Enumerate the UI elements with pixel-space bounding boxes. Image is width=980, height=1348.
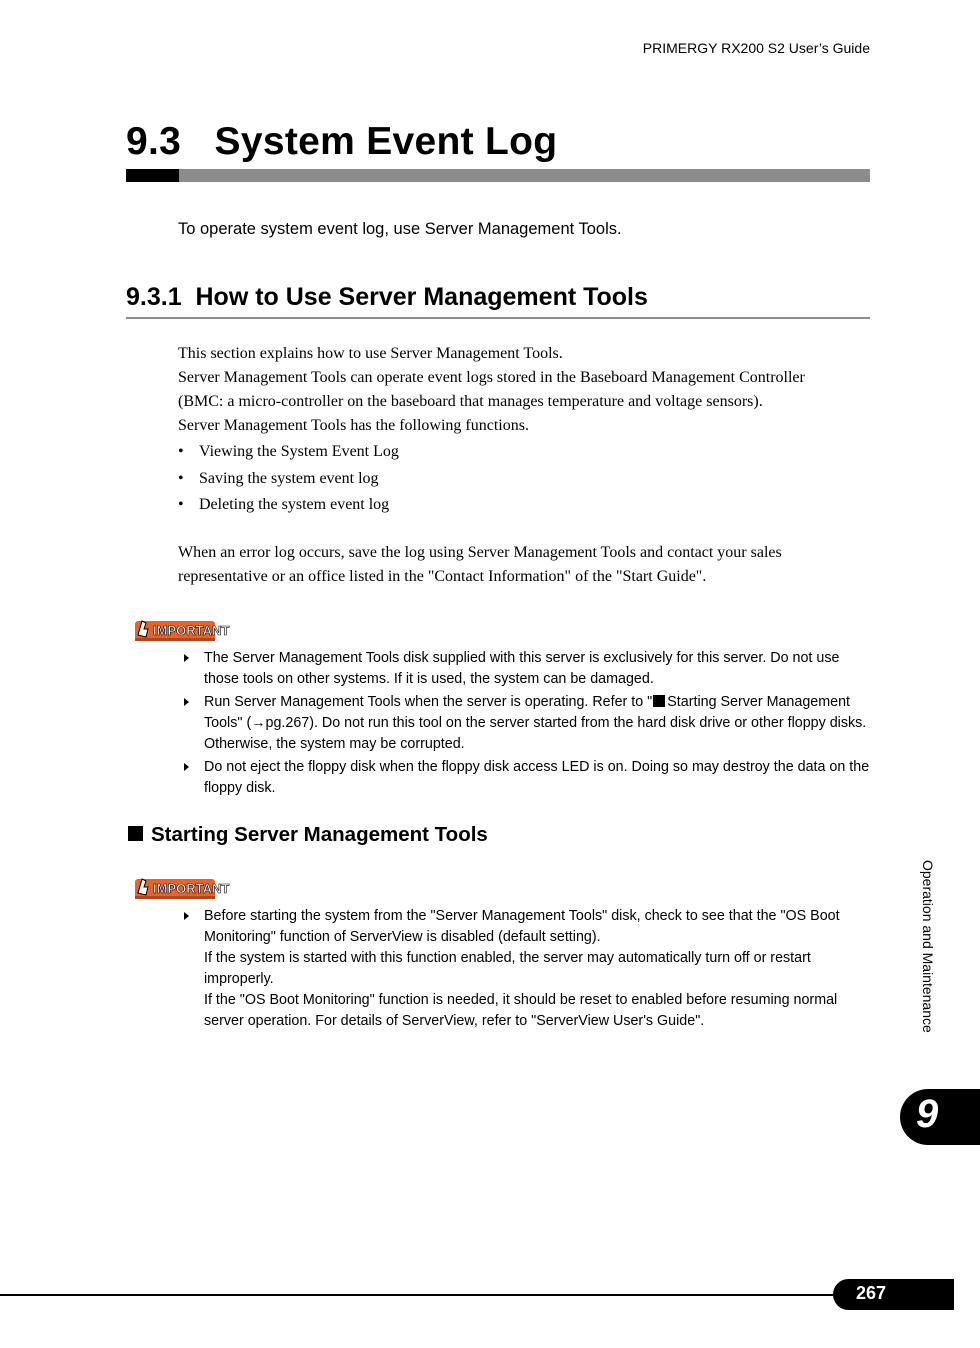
list-item-label: Viewing the System Event Log (199, 443, 399, 460)
bullet-icon: • (178, 443, 184, 460)
important-item: Before starting the system from the "Server Management Tools" disk, check to see that the "OS Boot Monitoring" function of ServerView is disabled (default setting). If the system is started with this function enabled, the server may automatically turn off or restart improperly. If the "OS Boot Monitoring" function is needed, it should be reset to enabled before resuming normal server operation. For details of ServerView, refer to "ServerView User's Guide". (182, 906, 872, 1032)
important-list-2 (182, 906, 872, 1034)
function-list (178, 439, 399, 519)
cross-reference-link[interactable]: Starting Server Management Tools (204, 694, 851, 731)
triangle-bullet-icon (184, 698, 189, 706)
paragraph-line: Server Management Tools has the following functions. (178, 417, 529, 434)
section-title-rule (126, 317, 870, 319)
chapter-number-tab: 9 (900, 1089, 980, 1145)
paragraph-line: (BMC: a micro-controller on the baseboard that manages temperature and voltage sensors). (178, 393, 763, 410)
intro-text: To operate system event log, use Server Management Tools. (178, 220, 622, 238)
list-item (178, 439, 399, 466)
subsection-title: Starting Server Management Tools (128, 823, 488, 847)
triangle-bullet-icon (184, 763, 189, 771)
guide-title: PRIMERGY RX200 S2 User’s Guide (642, 40, 870, 56)
svg-text:IMPORTANT: IMPORTANT (153, 623, 230, 638)
page-number-badge (833, 1279, 954, 1310)
important-icon (134, 875, 230, 901)
square-icon (128, 826, 143, 841)
section-paragraph-1 (178, 342, 858, 438)
chapter-side-label: Operation and Maintenance (920, 860, 936, 1033)
list-item-label: Deleting the system event log (199, 496, 390, 513)
paragraph-line: When an error log occurs, save the log using Server Management Tools and contact your sales (178, 544, 782, 561)
list-item (178, 466, 399, 493)
important-item: Run Server Management Tools when the server is operating. Refer to " Starting Server Management Tools" (→pg.267). Do not run this tool on the server started from the hard disk drive or other floppy disks. Otherwise, the system may be corrupted. (182, 692, 872, 755)
important-item: Do not eject the floppy disk when the floppy disk access LED is on. Doing so may destroy the data on the floppy disk. (182, 757, 872, 799)
page-number: 267 (856, 1283, 887, 1303)
triangle-bullet-icon (184, 912, 189, 920)
section-title: 9.3.1 How to Use Server Management Tools (126, 283, 648, 311)
paragraph-line: Server Management Tools can operate event logs stored in the Baseboard Management Controller (178, 369, 805, 386)
bullet-icon: • (178, 496, 184, 513)
section-paragraph-2 (178, 541, 858, 589)
important-list-1 (182, 648, 872, 801)
chapter-title: 9.3 System Event Log (126, 120, 558, 163)
chapter-title-rule (126, 169, 870, 182)
important-item: The Server Management Tools disk supplied with this server is exclusively for this server. Do not use those tools on other systems. If it is used, the system can be damaged. (182, 648, 872, 690)
list-item (178, 492, 399, 519)
triangle-bullet-icon (184, 654, 189, 662)
list-item-label: Saving the system event log (199, 469, 379, 487)
important-icon (134, 617, 230, 643)
bullet-icon: • (178, 469, 184, 487)
svg-text:IMPORTANT: IMPORTANT (153, 881, 230, 896)
square-icon (653, 695, 665, 707)
footer-rule (0, 1294, 850, 1296)
paragraph-line: This section explains how to use Server Management Tools. (178, 345, 563, 362)
paragraph-line: representative or an office listed in the "Contact Information" of the "Start Guide". (178, 568, 707, 585)
